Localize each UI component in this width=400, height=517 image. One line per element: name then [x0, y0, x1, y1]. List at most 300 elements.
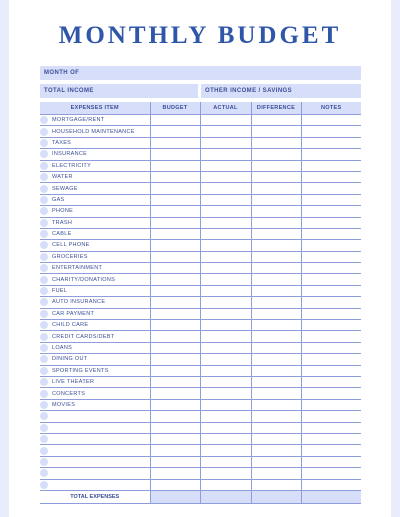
actual-cell[interactable]	[200, 171, 251, 182]
budget-cell[interactable]	[150, 411, 200, 422]
expense-item-cell[interactable]	[40, 479, 150, 490]
actual-cell[interactable]	[200, 331, 251, 342]
checkbox-circle-icon[interactable]	[40, 424, 48, 432]
notes-cell[interactable]	[301, 411, 361, 422]
expense-item-label: GAS	[52, 196, 65, 203]
checkbox-circle-icon[interactable]	[40, 241, 48, 249]
page-title: MONTHLY BUDGET	[58, 22, 342, 49]
table-row	[40, 354, 361, 365]
expense-item	[40, 126, 150, 136]
checkbox-circle-icon[interactable]	[40, 333, 48, 341]
notes-cell[interactable]	[301, 297, 361, 308]
difference-cell[interactable]	[251, 365, 301, 376]
checkbox-circle-icon[interactable]	[40, 219, 48, 227]
notes-cell[interactable]	[301, 285, 361, 296]
actual-cell[interactable]	[200, 422, 251, 433]
notes-cell[interactable]	[301, 388, 361, 399]
difference-cell[interactable]	[251, 320, 301, 331]
expense-item	[40, 172, 150, 182]
difference-cell[interactable]	[251, 263, 301, 274]
budget-cell[interactable]	[150, 217, 200, 228]
expense-item-label: MOVIES	[52, 401, 76, 408]
expense-item-label: INSURANCE	[52, 151, 88, 158]
actual-cell[interactable]	[200, 285, 251, 296]
notes-cell[interactable]	[301, 149, 361, 160]
table-row	[40, 228, 361, 239]
expense-item	[40, 388, 150, 398]
checkbox-circle-icon[interactable]	[40, 276, 48, 284]
expense-item	[40, 274, 150, 284]
checkbox-circle-icon[interactable]	[40, 321, 48, 329]
table-row	[40, 422, 361, 433]
actual-cell[interactable]	[200, 342, 251, 353]
difference-cell[interactable]	[251, 422, 301, 433]
budget-cell[interactable]	[150, 354, 200, 365]
expense-item-label: PHONE	[52, 208, 74, 215]
checkbox-circle-icon[interactable]	[40, 355, 48, 363]
budget-cell[interactable]	[150, 433, 200, 444]
expense-item	[40, 183, 150, 193]
notes-cell[interactable]	[301, 126, 361, 137]
expense-item-cell[interactable]	[40, 274, 150, 285]
table-row	[40, 399, 361, 410]
expense-item	[40, 263, 150, 273]
expense-item-label: FUEL	[52, 288, 68, 295]
actual-cell[interactable]	[200, 388, 251, 399]
budget-cell[interactable]	[150, 251, 200, 262]
expense-item-cell[interactable]	[40, 285, 150, 296]
table-row	[40, 217, 361, 228]
budget-cell[interactable]	[150, 274, 200, 285]
checkbox-circle-icon[interactable]	[40, 264, 48, 272]
expense-item	[40, 434, 150, 444]
budget-cell[interactable]	[150, 149, 200, 160]
difference-cell[interactable]	[251, 342, 301, 353]
notes-cell[interactable]	[301, 479, 361, 490]
notes-cell[interactable]	[301, 171, 361, 182]
table-row	[40, 194, 361, 205]
table-row	[40, 479, 361, 490]
budget-cell[interactable]	[150, 342, 200, 353]
checkbox-circle-icon[interactable]	[40, 310, 48, 318]
budget-cell[interactable]	[150, 263, 200, 274]
table-header-row	[40, 102, 361, 115]
budget-cell[interactable]	[150, 285, 200, 296]
expense-item-label: CAR PAYMENT	[52, 310, 95, 317]
notes-cell[interactable]	[301, 240, 361, 251]
col-header-notes: NOTES	[301, 102, 361, 115]
table-row	[40, 365, 361, 376]
other-income-label: OTHER INCOME / SAVINGS	[205, 88, 293, 94]
notes-cell[interactable]	[301, 331, 361, 342]
expense-item-label: ENTERTAINMENT	[52, 265, 103, 272]
difference-cell[interactable]	[251, 297, 301, 308]
notes-cell[interactable]	[301, 399, 361, 410]
checkbox-circle-icon[interactable]	[40, 412, 48, 420]
budget-cell[interactable]	[150, 422, 200, 433]
checkbox-circle-icon[interactable]	[40, 253, 48, 261]
notes-cell[interactable]	[301, 194, 361, 205]
difference-cell[interactable]	[251, 228, 301, 239]
actual-cell[interactable]	[200, 411, 251, 422]
expense-item	[40, 366, 150, 376]
difference-cell[interactable]	[251, 251, 301, 262]
difference-cell[interactable]	[251, 149, 301, 160]
budget-cell[interactable]	[150, 445, 200, 456]
expense-item-label: CABLE	[52, 231, 72, 238]
expense-item	[40, 240, 150, 250]
expense-item-cell[interactable]	[40, 354, 150, 365]
total-expenses-row	[40, 490, 361, 503]
budget-cell[interactable]	[150, 228, 200, 239]
col-header-budget: BUDGET	[150, 102, 200, 115]
expense-item-cell[interactable]	[40, 194, 150, 205]
expense-item-cell[interactable]	[40, 206, 150, 217]
table-row	[40, 445, 361, 456]
checkbox-circle-icon[interactable]	[40, 435, 48, 443]
expense-item-cell[interactable]	[40, 126, 150, 137]
budget-cell[interactable]	[150, 479, 200, 490]
total-expenses-label: TOTAL EXPENSES	[40, 490, 150, 503]
table-row	[40, 320, 361, 331]
expense-item-cell[interactable]	[40, 240, 150, 251]
expense-item	[40, 149, 150, 159]
budget-cell[interactable]	[150, 183, 200, 194]
actual-cell[interactable]	[200, 433, 251, 444]
notes-cell[interactable]	[301, 422, 361, 433]
budget-cell[interactable]	[150, 194, 200, 205]
checkbox-circle-icon[interactable]	[40, 173, 48, 181]
checkbox-circle-icon[interactable]	[40, 447, 48, 455]
actual-cell[interactable]	[200, 183, 251, 194]
expense-item-cell[interactable]	[40, 388, 150, 399]
notes-cell[interactable]	[301, 456, 361, 467]
actual-cell[interactable]	[200, 354, 251, 365]
difference-cell[interactable]	[251, 308, 301, 319]
table-row	[40, 240, 361, 251]
budget-cell[interactable]	[150, 240, 200, 251]
actual-cell[interactable]	[200, 137, 251, 148]
difference-cell[interactable]	[251, 171, 301, 182]
notes-cell[interactable]	[301, 137, 361, 148]
difference-cell[interactable]	[251, 411, 301, 422]
checkbox-circle-icon[interactable]	[40, 378, 48, 386]
expense-item	[40, 354, 150, 364]
actual-cell[interactable]	[200, 251, 251, 262]
expense-item-cell[interactable]	[40, 149, 150, 160]
difference-cell[interactable]	[251, 217, 301, 228]
checkbox-circle-icon[interactable]	[40, 185, 48, 193]
budget-cell[interactable]	[150, 137, 200, 148]
table-row	[40, 171, 361, 182]
expense-item	[40, 138, 150, 148]
actual-cell[interactable]	[200, 228, 251, 239]
actual-cell[interactable]	[200, 376, 251, 387]
total-notes-cell[interactable]	[301, 490, 361, 503]
actual-cell[interactable]	[200, 320, 251, 331]
expense-item	[40, 297, 150, 307]
expense-item-label: GROCERIES	[52, 253, 88, 260]
difference-cell[interactable]	[251, 137, 301, 148]
notes-cell[interactable]	[301, 468, 361, 479]
checkbox-circle-icon[interactable]	[40, 401, 48, 409]
month-of-label: MONTH OF	[44, 70, 80, 76]
expense-item	[40, 206, 150, 216]
actual-cell[interactable]	[200, 206, 251, 217]
notes-cell[interactable]	[301, 376, 361, 387]
table-row	[40, 285, 361, 296]
notes-cell[interactable]	[301, 115, 361, 126]
notes-cell[interactable]	[301, 274, 361, 285]
checkbox-circle-icon[interactable]	[40, 344, 48, 352]
total-income-label: TOTAL INCOME	[44, 88, 94, 94]
expense-item-cell[interactable]	[40, 399, 150, 410]
expense-item	[40, 331, 150, 341]
difference-cell[interactable]	[251, 115, 301, 126]
expense-item-label: TRASH	[52, 219, 73, 226]
table-row	[40, 331, 361, 342]
total-actual-cell[interactable]	[200, 490, 251, 503]
budget-cell[interactable]	[150, 206, 200, 217]
expense-item-cell[interactable]	[40, 183, 150, 194]
checkbox-circle-icon[interactable]	[40, 162, 48, 170]
expense-item	[40, 445, 150, 455]
difference-cell[interactable]	[251, 479, 301, 490]
checkbox-circle-icon[interactable]	[40, 196, 48, 204]
table-row	[40, 137, 361, 148]
difference-cell[interactable]	[251, 126, 301, 137]
expense-item	[40, 468, 150, 478]
expense-item-label: CHILD CARE	[52, 322, 89, 329]
actual-cell[interactable]	[200, 194, 251, 205]
actual-cell[interactable]	[200, 479, 251, 490]
difference-cell[interactable]	[251, 183, 301, 194]
table-row	[40, 388, 361, 399]
actual-cell[interactable]	[200, 445, 251, 456]
table-row	[40, 160, 361, 171]
expense-item-cell[interactable]	[40, 456, 150, 467]
expense-item	[40, 252, 150, 262]
difference-cell[interactable]	[251, 376, 301, 387]
difference-cell[interactable]	[251, 399, 301, 410]
expense-item-label: AUTO INSURANCE	[52, 299, 106, 306]
expense-item-cell[interactable]	[40, 422, 150, 433]
budget-cell[interactable]	[150, 331, 200, 342]
expense-item-cell[interactable]	[40, 365, 150, 376]
expense-rows	[40, 115, 361, 491]
checkbox-circle-icon[interactable]	[40, 116, 48, 124]
expense-item	[40, 411, 150, 421]
checkbox-circle-icon[interactable]	[40, 150, 48, 158]
checkbox-circle-icon[interactable]	[40, 390, 48, 398]
difference-cell[interactable]	[251, 445, 301, 456]
notes-cell[interactable]	[301, 445, 361, 456]
actual-cell[interactable]	[200, 263, 251, 274]
difference-cell[interactable]	[251, 456, 301, 467]
actual-cell[interactable]	[200, 149, 251, 160]
expense-item-cell[interactable]	[40, 251, 150, 262]
expense-item-label: DINING OUT	[52, 356, 88, 363]
checkbox-circle-icon[interactable]	[40, 139, 48, 147]
notes-cell[interactable]	[301, 160, 361, 171]
budget-cell[interactable]	[150, 456, 200, 467]
table-row	[40, 433, 361, 444]
actual-cell[interactable]	[200, 456, 251, 467]
expense-item	[40, 480, 150, 490]
notes-cell[interactable]	[301, 308, 361, 319]
expense-item-cell[interactable]	[40, 468, 150, 479]
difference-cell[interactable]	[251, 388, 301, 399]
notes-cell[interactable]	[301, 354, 361, 365]
notes-cell[interactable]	[301, 433, 361, 444]
table-row	[40, 206, 361, 217]
budget-cell[interactable]	[150, 160, 200, 171]
actual-cell[interactable]	[200, 115, 251, 126]
expense-item	[40, 195, 150, 205]
actual-cell[interactable]	[200, 217, 251, 228]
expense-item-cell[interactable]	[40, 263, 150, 274]
expense-item-label: ELECTRICITY	[52, 162, 92, 169]
expense-item-cell[interactable]	[40, 171, 150, 182]
notes-cell[interactable]	[301, 365, 361, 376]
actual-cell[interactable]	[200, 126, 251, 137]
expense-item-label: LOANS	[52, 345, 73, 351]
actual-cell[interactable]	[200, 399, 251, 410]
actual-cell[interactable]	[200, 274, 251, 285]
actual-cell[interactable]	[200, 297, 251, 308]
checkbox-circle-icon[interactable]	[40, 128, 48, 136]
actual-cell[interactable]	[200, 160, 251, 171]
table-row	[40, 183, 361, 194]
expense-item-cell[interactable]	[40, 445, 150, 456]
expense-item-label: CONCERTS	[52, 390, 86, 397]
checkbox-circle-icon[interactable]	[40, 481, 48, 489]
expense-item	[40, 309, 150, 319]
difference-cell[interactable]	[251, 433, 301, 444]
notes-cell[interactable]	[301, 183, 361, 194]
table-row	[40, 456, 361, 467]
expense-item-cell[interactable]	[40, 297, 150, 308]
expense-item	[40, 400, 150, 410]
expense-item-cell[interactable]	[40, 411, 150, 422]
month-of-field[interactable]	[40, 66, 361, 80]
expense-item-cell[interactable]	[40, 433, 150, 444]
checkbox-circle-icon[interactable]	[40, 367, 48, 375]
expense-item-cell[interactable]	[40, 228, 150, 239]
expense-item-cell[interactable]	[40, 160, 150, 171]
expense-item-cell[interactable]	[40, 137, 150, 148]
expense-item-cell[interactable]	[40, 115, 150, 126]
budget-cell[interactable]	[150, 126, 200, 137]
expense-item-label: HOUSEHOLD MAINTENANCE	[52, 128, 135, 135]
checkbox-circle-icon[interactable]	[40, 207, 48, 215]
expense-item-label: SPORTING EVENTS	[52, 367, 109, 374]
budget-cell[interactable]	[150, 468, 200, 479]
checkbox-circle-icon[interactable]	[40, 287, 48, 295]
budget-cell[interactable]	[150, 320, 200, 331]
total-difference-cell[interactable]	[251, 490, 301, 503]
difference-cell[interactable]	[251, 468, 301, 479]
expense-item	[40, 320, 150, 330]
budget-cell[interactable]	[150, 308, 200, 319]
budget-cell[interactable]	[150, 388, 200, 399]
budget-cell[interactable]	[150, 171, 200, 182]
table-row	[40, 411, 361, 422]
expense-item-label: CREDIT CARDS/DEBT	[52, 333, 115, 340]
expense-item-label: CELL PHONE	[52, 242, 90, 249]
other-income-field[interactable]	[201, 84, 361, 98]
table-row	[40, 149, 361, 160]
difference-cell[interactable]	[251, 160, 301, 171]
difference-cell[interactable]	[251, 285, 301, 296]
expense-item-label: MORTGAGE/RENT	[52, 117, 105, 124]
expense-item-cell[interactable]	[40, 217, 150, 228]
difference-cell[interactable]	[251, 331, 301, 342]
expense-item	[40, 229, 150, 239]
notes-cell[interactable]	[301, 228, 361, 239]
table-row	[40, 342, 361, 353]
budget-cell[interactable]	[150, 115, 200, 126]
expense-item	[40, 457, 150, 467]
difference-cell[interactable]	[251, 194, 301, 205]
table-row	[40, 251, 361, 262]
checkbox-circle-icon[interactable]	[40, 298, 48, 306]
expense-item-cell[interactable]	[40, 331, 150, 342]
checkbox-circle-icon[interactable]	[40, 458, 48, 466]
difference-cell[interactable]	[251, 206, 301, 217]
actual-cell[interactable]	[200, 468, 251, 479]
actual-cell[interactable]	[200, 240, 251, 251]
difference-cell[interactable]	[251, 354, 301, 365]
notes-cell[interactable]	[301, 206, 361, 217]
budget-cell[interactable]	[150, 376, 200, 387]
notes-cell[interactable]	[301, 251, 361, 262]
expense-item	[40, 218, 150, 228]
expense-item-label: WATER	[52, 174, 73, 181]
expense-item-cell[interactable]	[40, 342, 150, 353]
checkbox-circle-icon[interactable]	[40, 469, 48, 477]
notes-cell[interactable]	[301, 263, 361, 274]
expense-item-cell[interactable]	[40, 308, 150, 319]
budget-cell[interactable]	[150, 297, 200, 308]
total-income-field[interactable]	[40, 84, 198, 98]
expense-item	[40, 161, 150, 171]
expense-item	[40, 115, 150, 125]
checkbox-circle-icon[interactable]	[40, 230, 48, 238]
budget-cell[interactable]	[150, 365, 200, 376]
expense-item	[40, 423, 150, 433]
col-header-expenses-item: EXPENSES ITEM	[40, 102, 150, 115]
expense-item-cell[interactable]	[40, 376, 150, 387]
budget-cell[interactable]	[150, 399, 200, 410]
expense-item-cell[interactable]	[40, 320, 150, 331]
table-row	[40, 297, 361, 308]
notes-cell[interactable]	[301, 342, 361, 353]
expense-item-label: CHARITY/DONATIONS	[52, 276, 116, 283]
total-budget-cell[interactable]	[150, 490, 200, 503]
expense-item-label: TAXES	[52, 139, 72, 146]
expense-item	[40, 377, 150, 387]
expense-item	[40, 343, 150, 353]
notes-cell[interactable]	[301, 217, 361, 228]
table-row	[40, 274, 361, 285]
difference-cell[interactable]	[251, 274, 301, 285]
actual-cell[interactable]	[200, 308, 251, 319]
actual-cell[interactable]	[200, 365, 251, 376]
table-row	[40, 468, 361, 479]
notes-cell[interactable]	[301, 320, 361, 331]
difference-cell[interactable]	[251, 240, 301, 251]
